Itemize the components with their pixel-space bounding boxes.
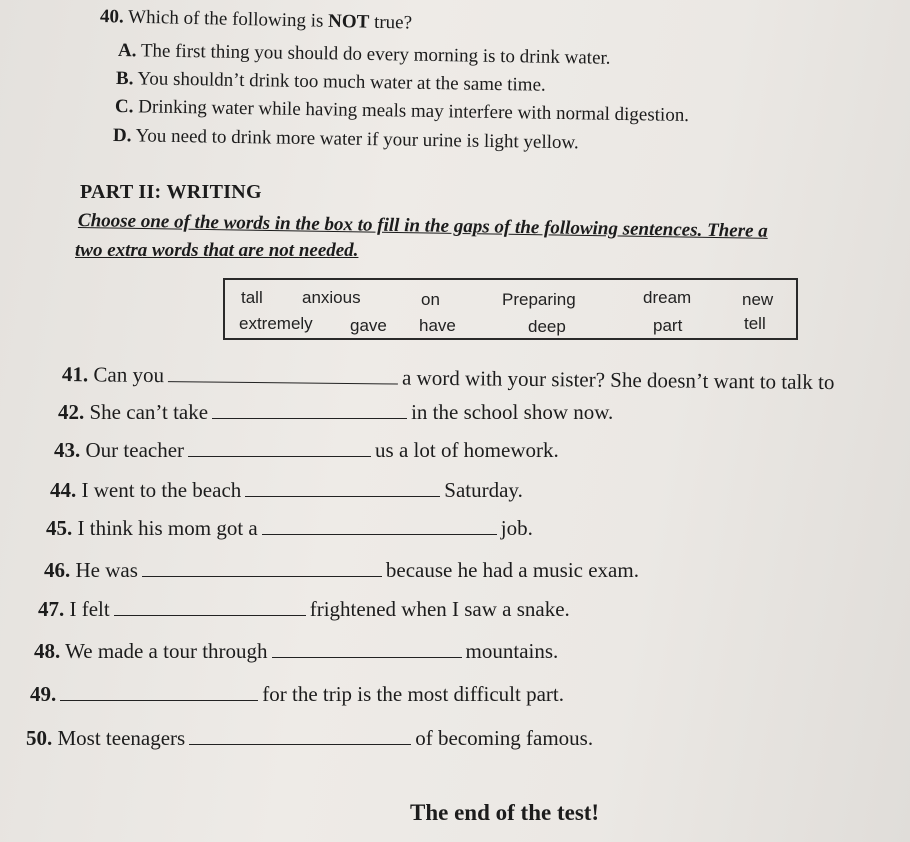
word-tall: tall (241, 288, 263, 307)
sentence-47-after: frightened when I saw a snake. (309, 597, 570, 621)
sentence-44-number: 44. (50, 478, 77, 502)
question-40-number: 40. (99, 6, 124, 28)
question-40-text-before: Which of the following is (127, 6, 329, 32)
sentence-49-after: for the trip is the most difficult part. (262, 682, 564, 706)
sentence-42-number: 42. (58, 400, 85, 424)
sentence-50 (26, 726, 593, 751)
word-anxious: anxious (302, 288, 361, 307)
sentence-48-blank (272, 639, 462, 658)
sentence-42-before: She can’t take (89, 400, 209, 424)
sentence-41-before: Can you (93, 362, 165, 388)
sentence-46 (44, 558, 639, 583)
sentence-45-blank (262, 516, 497, 535)
sentence-50-before: Most teenagers (57, 726, 186, 750)
word-dream: dream (643, 288, 692, 307)
option-b-letter: B. (115, 68, 134, 90)
sentence-45-before: I think his mom got a (77, 516, 258, 540)
sentence-48-number: 48. (34, 639, 61, 663)
sentence-49-number: 49. (30, 682, 57, 706)
option-d (113, 125, 579, 154)
word-part: part (653, 316, 683, 335)
word-gave: gave (350, 316, 387, 335)
sentence-47 (38, 597, 570, 622)
sentence-43 (54, 438, 559, 463)
sentence-46-blank (142, 558, 382, 577)
part-2-instruction-line-2: two extra words that are not needed. (75, 240, 359, 261)
word-tell: tell (744, 314, 766, 333)
option-c-letter: C. (114, 96, 134, 118)
sentence-50-after: of becoming famous. (415, 726, 594, 750)
sentence-46-after: because he had a music exam. (385, 558, 639, 582)
sentence-44-after: Saturday. (444, 478, 523, 502)
sentence-48 (34, 639, 558, 664)
word-box (223, 278, 798, 340)
sentence-45-number: 45. (46, 516, 73, 540)
sentence-44-before: I went to the beach (81, 478, 242, 502)
sentence-44 (50, 478, 523, 503)
option-a-letter: A. (117, 40, 137, 62)
sentence-41-blank (168, 363, 398, 384)
option-c-text: Drinking water while having meals may interfere with normal digestion. (138, 96, 690, 127)
sentence-45 (46, 516, 533, 541)
word-new: new (742, 290, 774, 309)
question-40-emphasis: NOT (327, 10, 370, 33)
sentence-43-before: Our teacher (85, 438, 185, 462)
option-c (115, 96, 689, 127)
sentence-46-before: He was (75, 558, 138, 582)
sentence-43-blank (188, 438, 371, 457)
sentence-43-number: 43. (54, 438, 81, 462)
sentence-42-blank (212, 400, 407, 419)
sentence-41-number: 41. (61, 362, 89, 387)
sentence-49-blank (60, 682, 258, 701)
end-of-test-text: The end of the test! (410, 800, 600, 825)
sentence-47-number: 47. (38, 597, 65, 621)
question-40-text-after: true? (369, 11, 413, 34)
sentence-45-after: job. (500, 516, 533, 540)
option-d-text: You need to drink more water if your urine is light yellow. (135, 125, 579, 154)
sentence-41-after: a word with your sister? She doesn’t want to talk to (401, 365, 835, 395)
sentence-47-blank (114, 597, 306, 616)
question-40-stem (100, 6, 412, 35)
sentence-42 (58, 400, 613, 425)
word-on: on (421, 290, 440, 309)
sentence-48-before: We made a tour through (65, 639, 268, 663)
sentence-44-blank (245, 478, 440, 497)
sentence-50-blank (189, 726, 411, 745)
option-a-text: The first thing you should do every morning is to drink water. (140, 40, 611, 69)
word-extremely: extremely (239, 314, 313, 333)
sentence-49 (30, 682, 564, 707)
sentence-41 (62, 362, 835, 395)
word-have: have (419, 316, 456, 335)
sentence-46-number: 46. (44, 558, 71, 582)
sentence-50-number: 50. (26, 726, 53, 750)
sentence-43-after: us a lot of homework. (375, 438, 559, 462)
sentence-42-after: in the school show now. (411, 400, 614, 424)
option-b-text: You shouldn’t drink too much water at the same time. (137, 68, 546, 96)
sentence-47-before: I felt (69, 597, 110, 621)
part-2-instruction-line-1: Choose one of the words in the box to fill in the gaps of the following sentences. There a (77, 210, 768, 242)
sentence-48-after: mountains. (465, 639, 559, 663)
option-d-letter: D. (112, 125, 132, 147)
option-a (118, 40, 611, 70)
part-2-title: PART II: WRITING (80, 181, 262, 203)
word-preparing: Preparing (502, 290, 576, 309)
word-deep: deep (528, 317, 566, 336)
option-b (116, 68, 546, 97)
